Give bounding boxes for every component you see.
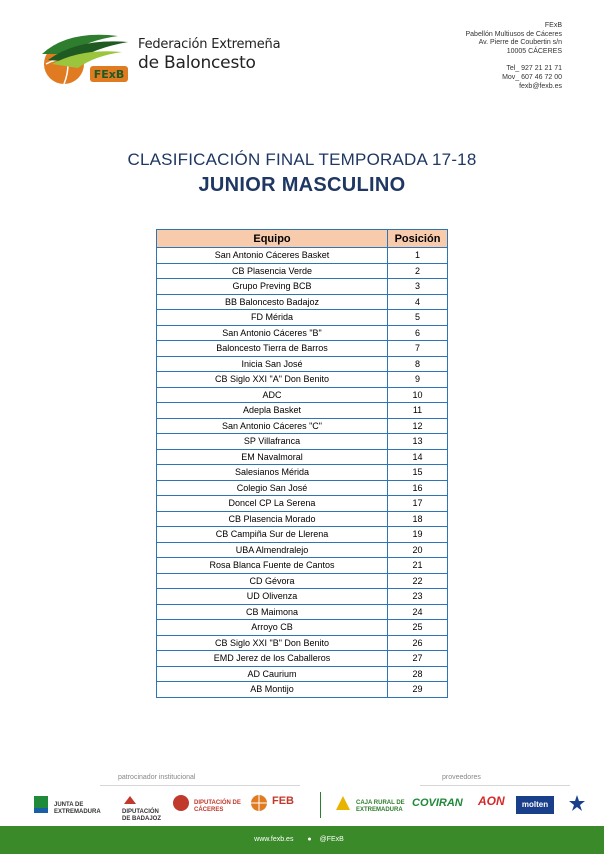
contact-venue: Pabellón Multiusos de Cáceres xyxy=(465,30,562,38)
contact-block xyxy=(466,22,563,91)
team-cell: CB Plasencia Verde xyxy=(157,263,388,279)
org-name-line2: de Baloncesto xyxy=(138,53,256,73)
team-cell: ADC xyxy=(157,387,388,403)
sponsor-diputacion-caceres: DIPUTACIÓN DE CÁCERES xyxy=(172,794,190,815)
table-row xyxy=(157,279,448,295)
table-row xyxy=(157,604,448,620)
position-cell: 1 xyxy=(388,248,448,264)
team-cell: Baloncesto Tierra de Barros xyxy=(157,341,388,357)
sponsor-aon: AON xyxy=(478,794,505,808)
table-row xyxy=(157,248,448,264)
table-row xyxy=(157,573,448,589)
footer-website[interactable]: www.fexb.es xyxy=(254,836,294,843)
team-cell: Rosa Blanca Fuente de Cantos xyxy=(157,558,388,574)
table-row xyxy=(157,387,448,403)
contact-acronym: FExB xyxy=(544,22,562,29)
table-row xyxy=(157,434,448,450)
badajoz-logo-icon xyxy=(122,794,138,806)
team-cell: SP Villafranca xyxy=(157,434,388,450)
position-cell: 16 xyxy=(388,480,448,496)
position-cell: 5 xyxy=(388,310,448,326)
standings-table xyxy=(156,229,448,698)
team-cell: CB Campiña Sur de Llerena xyxy=(157,527,388,543)
institutional-sponsor-label: patrocinador institucional xyxy=(118,774,196,781)
table-row xyxy=(157,310,448,326)
basketball-logo-icon xyxy=(38,24,134,90)
position-cell: 13 xyxy=(388,434,448,450)
team-cell: CB Siglo XXI "B" Don Benito xyxy=(157,635,388,651)
caceres-logo-icon xyxy=(172,794,190,812)
org-name-line1: Federación Extremeña xyxy=(138,37,281,52)
team-cell: Arroyo CB xyxy=(157,620,388,636)
position-cell: 4 xyxy=(388,294,448,310)
caja-rural-logo-icon xyxy=(334,794,352,812)
table-row xyxy=(157,527,448,543)
table-row xyxy=(157,418,448,434)
sponsor-divider-left xyxy=(100,785,300,786)
team-cell: CD Gévora xyxy=(157,573,388,589)
table-row xyxy=(157,635,448,651)
standings-body xyxy=(157,248,448,698)
table-row xyxy=(157,682,448,698)
team-cell: San Antonio Cáceres "B" xyxy=(157,325,388,341)
table-row xyxy=(157,465,448,481)
organization-name xyxy=(138,38,280,72)
sponsor-junta: JUNTA DE EXTREMADURA xyxy=(32,794,50,819)
team-cell: Doncel CP La Serena xyxy=(157,496,388,512)
position-cell: 23 xyxy=(388,589,448,605)
header-team: Equipo xyxy=(157,230,388,248)
position-cell: 18 xyxy=(388,511,448,527)
team-cell: EMD Jerez de los Caballeros xyxy=(157,651,388,667)
table-row xyxy=(157,666,448,682)
star-logo-icon xyxy=(568,794,586,812)
team-cell: Colegio San José xyxy=(157,480,388,496)
table-row xyxy=(157,558,448,574)
team-cell: CB Maimona xyxy=(157,604,388,620)
position-cell: 3 xyxy=(388,279,448,295)
position-cell: 11 xyxy=(388,403,448,419)
team-cell: BB Baloncesto Badajoz xyxy=(157,294,388,310)
team-cell: FD Mérida xyxy=(157,310,388,326)
contact-email: fexb@fexb.es xyxy=(519,82,562,90)
table-row xyxy=(157,263,448,279)
logo-text: FExB xyxy=(93,68,125,81)
team-cell: Salesianos Mérida xyxy=(157,465,388,481)
position-cell: 25 xyxy=(388,620,448,636)
sponsor-caja-rural: CAJA RURAL DE EXTREMADURA xyxy=(334,794,352,815)
team-cell: AD Caurium xyxy=(157,666,388,682)
position-cell: 6 xyxy=(388,325,448,341)
table-row xyxy=(157,403,448,419)
position-cell: 20 xyxy=(388,542,448,558)
position-cell: 24 xyxy=(388,604,448,620)
category-title: JUNIOR MASCULINO xyxy=(198,174,406,196)
sponsor-diputacion-badajoz: DIPUTACIÓN DE BADAJOZ xyxy=(122,794,166,823)
position-cell: 10 xyxy=(388,387,448,403)
feb-basketball-icon xyxy=(250,794,268,812)
contact-street: Av. Pierre de Coubertin s/n xyxy=(478,39,562,47)
contact-mov: Mov_ 607 46 72 00 xyxy=(502,73,562,81)
table-row xyxy=(157,480,448,496)
position-cell: 19 xyxy=(388,527,448,543)
position-cell: 27 xyxy=(388,651,448,667)
table-row xyxy=(157,651,448,667)
team-cell: Inicia San José xyxy=(157,356,388,372)
team-cell: UBA Almendralejo xyxy=(157,542,388,558)
position-cell: 9 xyxy=(388,372,448,388)
table-row xyxy=(157,449,448,465)
position-cell: 15 xyxy=(388,465,448,481)
position-cell: 7 xyxy=(388,341,448,357)
position-cell: 28 xyxy=(388,666,448,682)
table-row xyxy=(157,496,448,512)
position-cell: 29 xyxy=(388,682,448,698)
table-row xyxy=(157,511,448,527)
contact-city: 10005 CÁCERES xyxy=(506,47,562,55)
team-cell: Grupo Preving BCB xyxy=(157,279,388,295)
contact-tel: Tel_ 927 21 21 71 xyxy=(506,65,562,73)
sponsor-molten: molten xyxy=(516,796,554,814)
table-row xyxy=(157,341,448,357)
table-row xyxy=(157,542,448,558)
position-cell: 26 xyxy=(388,635,448,651)
sponsor-star xyxy=(568,794,586,815)
table-row xyxy=(157,620,448,636)
table-row xyxy=(157,589,448,605)
sponsor-coviran: COVIRAN xyxy=(412,797,463,809)
sponsor-logos xyxy=(30,792,590,822)
team-cell: AB Montijo xyxy=(157,682,388,698)
team-cell: EM Navalmoral xyxy=(157,449,388,465)
table-row xyxy=(157,294,448,310)
team-cell: CB Siglo XXI "A" Don Benito xyxy=(157,372,388,388)
footer-bar xyxy=(0,826,604,854)
table-row xyxy=(157,325,448,341)
table-row xyxy=(157,372,448,388)
team-cell: San Antonio Cáceres Basket xyxy=(157,248,388,264)
sponsor-divider-right xyxy=(420,785,570,786)
table-header-row xyxy=(157,230,448,248)
header-position: Posición xyxy=(388,230,448,248)
sponsor-divider xyxy=(320,792,321,818)
position-cell: 17 xyxy=(388,496,448,512)
classification-title: CLASIFICACIÓN FINAL TEMPORADA 17-18 xyxy=(127,150,477,169)
fexb-logo xyxy=(38,24,134,90)
position-cell: 22 xyxy=(388,573,448,589)
junta-logo-icon xyxy=(32,794,50,816)
team-cell: CB Plasencia Morado xyxy=(157,511,388,527)
team-cell: UD Olivenza xyxy=(157,589,388,605)
position-cell: 8 xyxy=(388,356,448,372)
team-cell: San Antonio Cáceres "C" xyxy=(157,418,388,434)
position-cell: 21 xyxy=(388,558,448,574)
sponsor-feb: FEB xyxy=(250,794,268,815)
footer-twitter[interactable]: ● @FExB xyxy=(307,836,344,843)
table-row xyxy=(157,356,448,372)
position-cell: 14 xyxy=(388,449,448,465)
position-cell: 2 xyxy=(388,263,448,279)
providers-label: proveedores xyxy=(442,774,481,781)
position-cell: 12 xyxy=(388,418,448,434)
team-cell: Adepla Basket xyxy=(157,403,388,419)
